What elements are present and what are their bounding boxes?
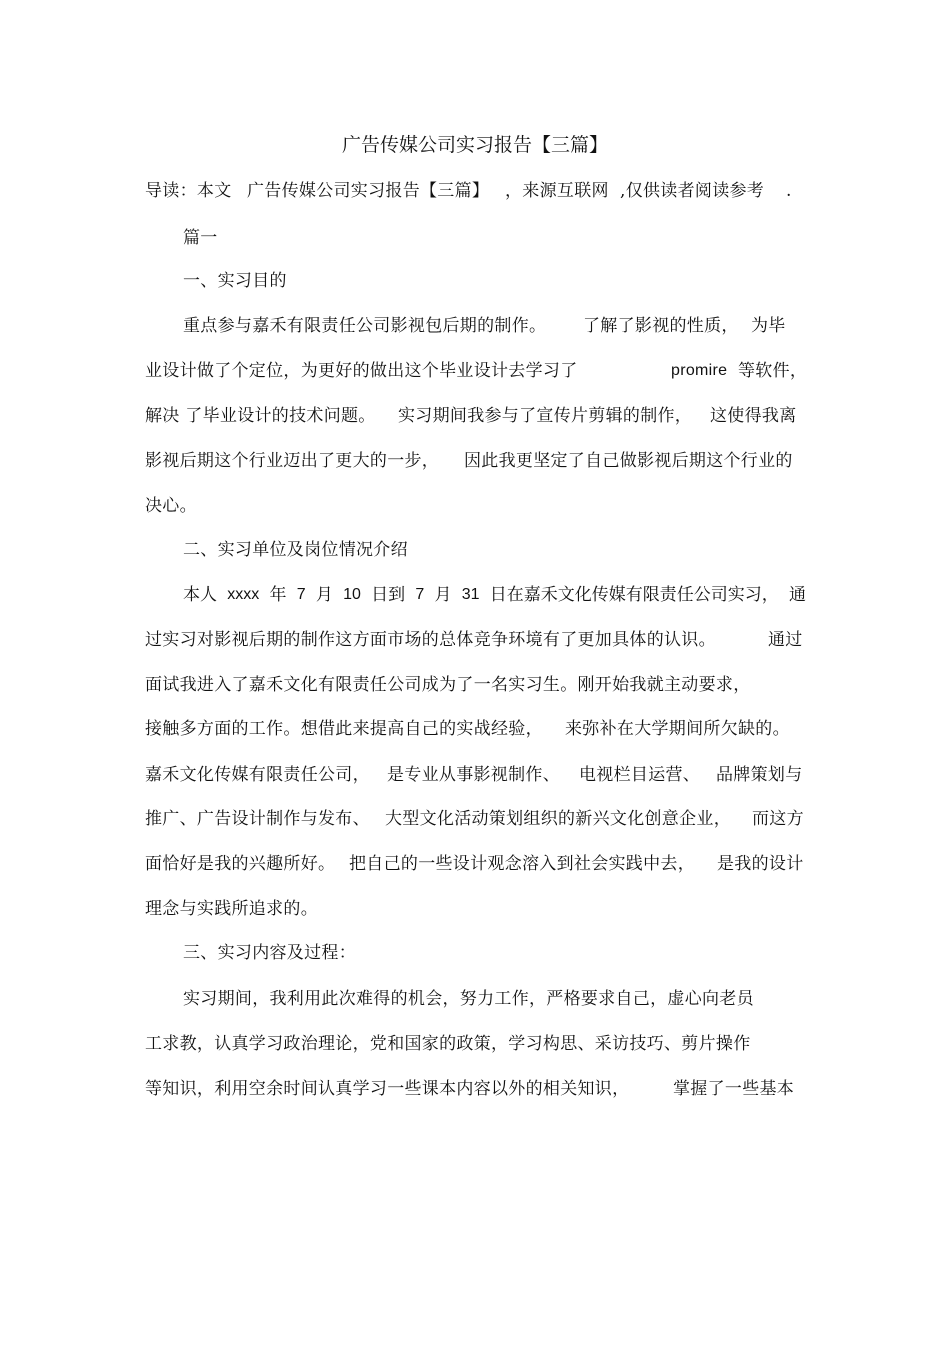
p2-line4-b: 来弥补在大学期间所欠缺的。 bbox=[565, 719, 790, 739]
heading-3: 三、实习内容及过程： bbox=[183, 943, 356, 963]
intro-label: 导读：本文 bbox=[145, 181, 232, 201]
p3-line3-a: 等知识，利用空余时间认真学习一些课本内容以外的相关知识， bbox=[145, 1079, 630, 1099]
p2-line6-a: 推广、广告设计制作与发布、 bbox=[145, 809, 370, 829]
p2-line6-b: 大型文化活动策划组织的新兴文化创意企业， bbox=[385, 809, 731, 829]
p2-word: 通 bbox=[788, 585, 806, 605]
p1-line3-a: 解决 了毕业设计的技术问题。 bbox=[145, 406, 376, 426]
document-title: 广告传媒公司实习报告【三篇】 bbox=[341, 134, 608, 156]
p3-line3-b: 掌握了一些基本 bbox=[673, 1079, 795, 1099]
p2-line8: 理念与实践所追求的。 bbox=[145, 899, 318, 919]
p2-line7-b: 把自己的一些设计观念溶入到社会实践中去， bbox=[349, 854, 695, 874]
p2-line3: 面试我进入了嘉禾文化有限责任公司成为了一名实习生。刚开始我就主动要求， bbox=[145, 675, 751, 695]
p2-line2-b: 通过 bbox=[768, 630, 803, 650]
intro-source: ，来源互联网 bbox=[505, 181, 609, 201]
p2-word: 年 bbox=[269, 585, 287, 605]
p2-line4-a: 接触多方面的工作。想借此来提高自己的实战经验， bbox=[145, 719, 543, 739]
p2-word: 7 bbox=[415, 586, 425, 603]
intro-title-ref: 广告传媒公司实习报告【三篇】 bbox=[247, 181, 490, 201]
heading-1: 一、实习目的 bbox=[183, 271, 287, 291]
p2-line1 bbox=[183, 584, 806, 606]
p1-line2-a: 业设计做了个定位，为更好的做出这个毕业设计去学习了 bbox=[145, 361, 578, 381]
p1-line2-c: 等软件， bbox=[738, 361, 808, 381]
p2-line5-b: 是专业从事影视制作、 bbox=[387, 765, 560, 785]
p2-line5-a: 嘉禾文化传媒有限责任公司， bbox=[145, 765, 370, 785]
intro-note: ,仅供读者阅读参考 bbox=[620, 181, 765, 201]
p2-word: 日到 bbox=[371, 585, 406, 605]
p1-line4-b: 因此我更坚定了自己做影视后期这个行业的 bbox=[464, 451, 793, 471]
p3-line2: 工求教，认真学习政治理论，党和国家的政策，学习构思、采访技巧、剪片操作 bbox=[145, 1034, 751, 1054]
p1-line3-b: 实习期间我参与了宣传片剪辑的制作， bbox=[398, 406, 693, 426]
p1-line1-b: 了解了影视的性质， bbox=[583, 316, 739, 336]
p2-word: 7 bbox=[296, 586, 306, 603]
p1-line5: 决心。 bbox=[145, 496, 197, 516]
p2-line7-c: 是我的设计 bbox=[717, 854, 804, 874]
p2-word: 31 bbox=[461, 586, 480, 603]
p2-line5-d: 品牌策划与 bbox=[716, 765, 803, 785]
section-label: 篇一 bbox=[183, 228, 218, 248]
p2-word: 月 bbox=[315, 585, 333, 605]
p3-line1: 实习期间，我利用此次难得的机会，努力工作，严格要求自己，虚心向老员 bbox=[183, 989, 754, 1009]
p2-line6-c: 而这方 bbox=[752, 809, 804, 829]
heading-2: 二、实习单位及岗位情况介绍 bbox=[183, 540, 408, 560]
p1-line1-a: 重点参与嘉禾有限责任公司影视包后期的制作。 bbox=[183, 316, 547, 336]
p2-word: 月 bbox=[434, 585, 452, 605]
p1-line1-c: 为毕 bbox=[751, 316, 786, 336]
p2-word: 10 bbox=[343, 586, 361, 603]
p2-line5-c: 电视栏目运营、 bbox=[579, 765, 701, 785]
p2-word: 日在嘉禾文化传媒有限责任公司实习， bbox=[489, 585, 779, 605]
p1-line3-c: 这使得我离 bbox=[710, 406, 797, 426]
p2-line2-a: 过实习对影视后期的制作这方面市场的总体竞争环境有了更加具体的认识。 bbox=[145, 630, 716, 650]
p1-line2-software: promire bbox=[671, 362, 728, 379]
p2-line7-a: 面恰好是我的兴趣所好。 bbox=[145, 854, 336, 874]
p1-line4-a: 影视后期这个行业迈出了更大的一步， bbox=[145, 451, 440, 471]
p2-word: xxxx bbox=[227, 586, 260, 603]
intro-period: . bbox=[786, 181, 792, 201]
p2-word: 本人 bbox=[183, 585, 217, 605]
